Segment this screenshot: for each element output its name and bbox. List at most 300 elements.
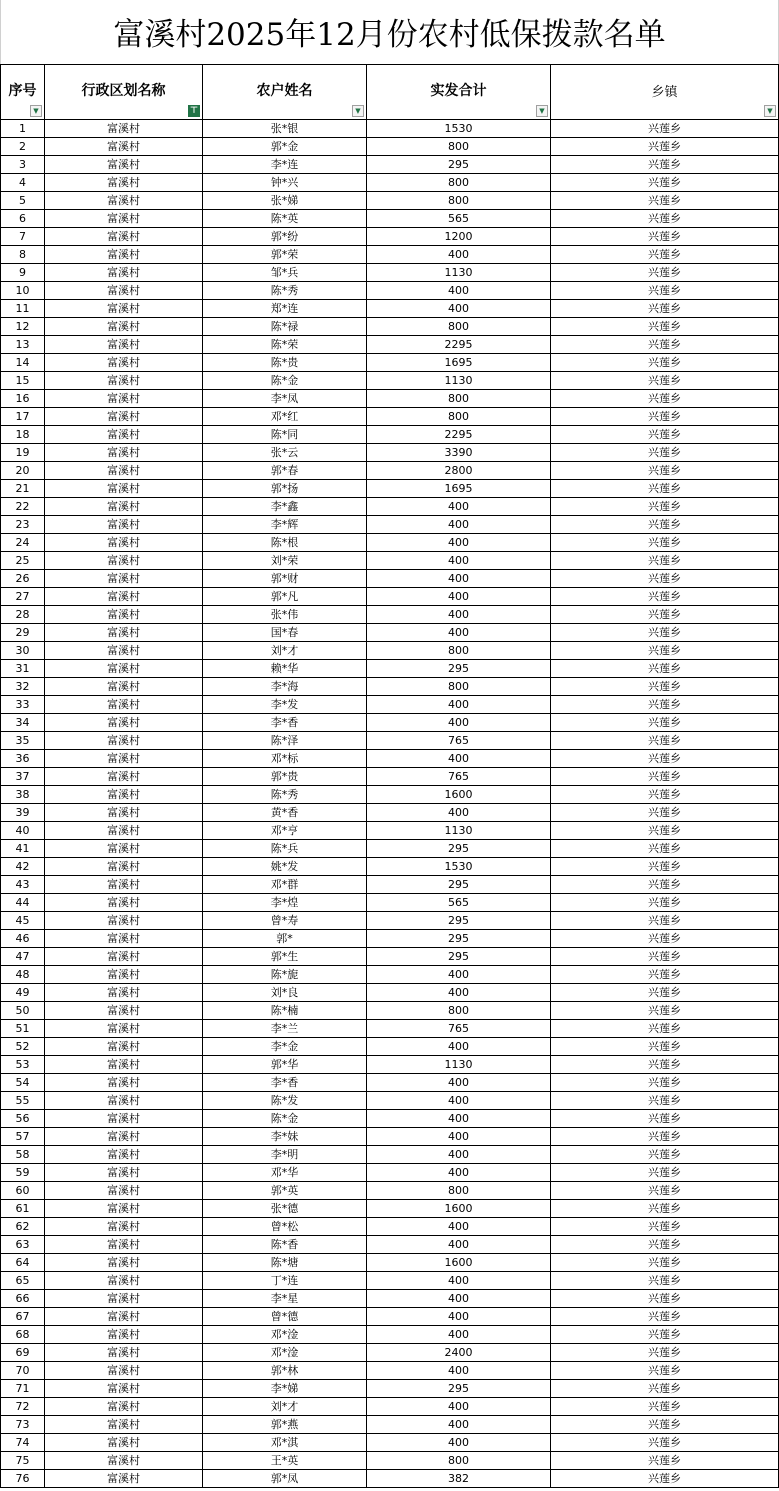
cell-no: 76: [1, 1470, 45, 1488]
cell-name: 李*兰: [203, 1020, 367, 1038]
table-row: [1, 354, 779, 372]
table-row: [1, 1218, 779, 1236]
cell-town: 兴莲乡: [551, 444, 779, 462]
cell-amount: 400: [367, 984, 551, 1002]
table-row: [1, 1038, 779, 1056]
header-row: [1, 65, 779, 120]
cell-amount: 800: [367, 642, 551, 660]
cell-no: 56: [1, 1110, 45, 1128]
cell-name: 曾*松: [203, 1218, 367, 1236]
cell-no: 16: [1, 390, 45, 408]
cell-division: 富溪村: [45, 426, 203, 444]
table-row: [1, 1200, 779, 1218]
cell-division: 富溪村: [45, 1164, 203, 1182]
cell-no: 3: [1, 156, 45, 174]
cell-name: 张*银: [203, 120, 367, 138]
cell-amount: 1530: [367, 858, 551, 876]
cell-division: 富溪村: [45, 1020, 203, 1038]
cell-no: 4: [1, 174, 45, 192]
cell-division: 富溪村: [45, 1362, 203, 1380]
cell-town: 兴莲乡: [551, 912, 779, 930]
cell-town: 兴莲乡: [551, 228, 779, 246]
cell-name: 刘*良: [203, 984, 367, 1002]
cell-name: 郭*生: [203, 948, 367, 966]
cell-name: 郭*燕: [203, 1416, 367, 1434]
cell-amount: 800: [367, 318, 551, 336]
table-row: [1, 1470, 779, 1488]
cell-name: 赖*华: [203, 660, 367, 678]
cell-amount: 400: [367, 552, 551, 570]
cell-division: 富溪村: [45, 714, 203, 732]
cell-amount: 1600: [367, 1200, 551, 1218]
cell-town: 兴莲乡: [551, 516, 779, 534]
cell-amount: 400: [367, 750, 551, 768]
cell-amount: 400: [367, 1164, 551, 1182]
cell-town: 兴莲乡: [551, 552, 779, 570]
cell-no: 21: [1, 480, 45, 498]
cell-amount: 400: [367, 1290, 551, 1308]
cell-town: 兴莲乡: [551, 1200, 779, 1218]
cell-no: 30: [1, 642, 45, 660]
cell-name: 丁*连: [203, 1272, 367, 1290]
cell-town: 兴莲乡: [551, 1380, 779, 1398]
cell-town: 兴莲乡: [551, 1290, 779, 1308]
cell-town: 兴莲乡: [551, 624, 779, 642]
cell-division: 富溪村: [45, 372, 203, 390]
table-row: [1, 1074, 779, 1092]
cell-amount: 295: [367, 156, 551, 174]
table-row: [1, 1272, 779, 1290]
cell-name: 陈*兵: [203, 840, 367, 858]
cell-town: 兴莲乡: [551, 894, 779, 912]
header-no: [1, 65, 45, 120]
filter-dropdown-icon[interactable]: ▼: [352, 105, 364, 117]
cell-town: 兴莲乡: [551, 408, 779, 426]
cell-amount: 295: [367, 1380, 551, 1398]
cell-name: 张*伟: [203, 606, 367, 624]
cell-name: 李*香: [203, 714, 367, 732]
table-row: [1, 1416, 779, 1434]
cell-no: 24: [1, 534, 45, 552]
header-division: [45, 65, 203, 120]
cell-town: 兴莲乡: [551, 1110, 779, 1128]
cell-town: 兴莲乡: [551, 462, 779, 480]
table-row: [1, 390, 779, 408]
cell-name: 郭*纷: [203, 228, 367, 246]
table-row: [1, 282, 779, 300]
cell-town: 兴莲乡: [551, 750, 779, 768]
cell-amount: 400: [367, 1110, 551, 1128]
cell-name: 郭*凤: [203, 1470, 367, 1488]
table-row: [1, 1308, 779, 1326]
cell-town: 兴莲乡: [551, 1020, 779, 1038]
cell-town: 兴莲乡: [551, 372, 779, 390]
cell-division: 富溪村: [45, 984, 203, 1002]
cell-town: 兴莲乡: [551, 1362, 779, 1380]
cell-name: 李*金: [203, 1038, 367, 1056]
cell-town: 兴莲乡: [551, 1182, 779, 1200]
cell-no: 53: [1, 1056, 45, 1074]
table-row: [1, 822, 779, 840]
cell-division: 富溪村: [45, 1254, 203, 1272]
cell-division: 富溪村: [45, 624, 203, 642]
cell-name: 陈*香: [203, 1236, 367, 1254]
cell-no: 23: [1, 516, 45, 534]
cell-division: 富溪村: [45, 876, 203, 894]
cell-name: 张*娣: [203, 192, 367, 210]
table-row: [1, 1020, 779, 1038]
cell-no: 54: [1, 1074, 45, 1092]
cell-division: 富溪村: [45, 246, 203, 264]
cell-town: 兴莲乡: [551, 498, 779, 516]
cell-no: 46: [1, 930, 45, 948]
cell-no: 1: [1, 120, 45, 138]
cell-town: 兴莲乡: [551, 732, 779, 750]
header-name-label: 农户姓名: [256, 83, 313, 99]
cell-division: 富溪村: [45, 1272, 203, 1290]
cell-division: 富溪村: [45, 660, 203, 678]
cell-town: 兴莲乡: [551, 1164, 779, 1182]
table-row: [1, 156, 779, 174]
cell-amount: 1130: [367, 822, 551, 840]
cell-town: 兴莲乡: [551, 1452, 779, 1470]
cell-name: 邓*亨: [203, 822, 367, 840]
cell-name: 李*明: [203, 1146, 367, 1164]
cell-town: 兴莲乡: [551, 1308, 779, 1326]
cell-name: 陈*贵: [203, 354, 367, 372]
cell-amount: 295: [367, 876, 551, 894]
cell-town: 兴莲乡: [551, 714, 779, 732]
cell-no: 11: [1, 300, 45, 318]
cell-division: 富溪村: [45, 480, 203, 498]
table-row: [1, 444, 779, 462]
filter-dropdown-icon[interactable]: ▼: [764, 105, 776, 117]
cell-name: 李*娣: [203, 1380, 367, 1398]
cell-division: 富溪村: [45, 552, 203, 570]
cell-division: 富溪村: [45, 174, 203, 192]
cell-town: 兴莲乡: [551, 246, 779, 264]
cell-name: 陈*楠: [203, 1002, 367, 1020]
cell-amount: 800: [367, 192, 551, 210]
cell-division: 富溪村: [45, 264, 203, 282]
cell-amount: 400: [367, 1236, 551, 1254]
table-row: [1, 786, 779, 804]
cell-division: 富溪村: [45, 1200, 203, 1218]
cell-division: 富溪村: [45, 228, 203, 246]
table-row: [1, 552, 779, 570]
cell-amount: 1130: [367, 264, 551, 282]
cell-amount: 400: [367, 714, 551, 732]
cell-no: 35: [1, 732, 45, 750]
cell-name: 王*英: [203, 1452, 367, 1470]
cell-division: 富溪村: [45, 768, 203, 786]
cell-division: 富溪村: [45, 1128, 203, 1146]
cell-division: 富溪村: [45, 570, 203, 588]
cell-town: 兴莲乡: [551, 660, 779, 678]
cell-division: 富溪村: [45, 1452, 203, 1470]
cell-amount: 1130: [367, 372, 551, 390]
cell-no: 63: [1, 1236, 45, 1254]
cell-name: 李*辉: [203, 516, 367, 534]
table-row: [1, 516, 779, 534]
cell-no: 45: [1, 912, 45, 930]
cell-no: 65: [1, 1272, 45, 1290]
cell-no: 7: [1, 228, 45, 246]
cell-name: 郭*财: [203, 570, 367, 588]
filter-active-icon[interactable]: ⊤: [189, 106, 199, 116]
cell-amount: 800: [367, 390, 551, 408]
cell-amount: 400: [367, 1308, 551, 1326]
cell-no: 43: [1, 876, 45, 894]
cell-division: 富溪村: [45, 498, 203, 516]
cell-no: 60: [1, 1182, 45, 1200]
table-row: [1, 840, 779, 858]
cell-amount: 800: [367, 1182, 551, 1200]
cell-amount: 400: [367, 1272, 551, 1290]
cell-amount: 1530: [367, 120, 551, 138]
cell-name: 刘*荣: [203, 552, 367, 570]
cell-town: 兴莲乡: [551, 480, 779, 498]
cell-no: 42: [1, 858, 45, 876]
cell-no: 6: [1, 210, 45, 228]
cell-no: 12: [1, 318, 45, 336]
cell-amount: 1695: [367, 354, 551, 372]
cell-name: 陈*塘: [203, 1254, 367, 1272]
header-amount: [367, 65, 551, 120]
table-row: [1, 1344, 779, 1362]
cell-amount: 400: [367, 696, 551, 714]
cell-no: 67: [1, 1308, 45, 1326]
cell-amount: 400: [367, 570, 551, 588]
cell-no: 25: [1, 552, 45, 570]
cell-amount: 400: [367, 498, 551, 516]
cell-name: 陈*泽: [203, 732, 367, 750]
cell-no: 74: [1, 1434, 45, 1452]
filter-dropdown-icon[interactable]: ▼: [536, 105, 548, 117]
cell-no: 47: [1, 948, 45, 966]
cell-division: 富溪村: [45, 1218, 203, 1236]
cell-no: 28: [1, 606, 45, 624]
cell-name: 陈*秀: [203, 282, 367, 300]
cell-no: 38: [1, 786, 45, 804]
cell-name: 曾*德: [203, 1308, 367, 1326]
cell-amount: 400: [367, 1128, 551, 1146]
cell-town: 兴莲乡: [551, 1218, 779, 1236]
cell-amount: 400: [367, 1074, 551, 1092]
cell-town: 兴莲乡: [551, 534, 779, 552]
cell-division: 富溪村: [45, 534, 203, 552]
cell-name: 邓*淇: [203, 1434, 367, 1452]
cell-amount: 400: [367, 300, 551, 318]
cell-division: 富溪村: [45, 354, 203, 372]
cell-town: 兴莲乡: [551, 1002, 779, 1020]
table-row: [1, 534, 779, 552]
cell-name: 郭*荣: [203, 246, 367, 264]
table-row: [1, 174, 779, 192]
cell-division: 富溪村: [45, 948, 203, 966]
cell-amount: 400: [367, 1434, 551, 1452]
cell-town: 兴莲乡: [551, 120, 779, 138]
cell-amount: 400: [367, 1416, 551, 1434]
cell-amount: 1200: [367, 228, 551, 246]
cell-name: 郭*凡: [203, 588, 367, 606]
table-row: [1, 858, 779, 876]
cell-division: 富溪村: [45, 408, 203, 426]
cell-town: 兴莲乡: [551, 354, 779, 372]
table-row: [1, 1290, 779, 1308]
cell-name: 郭*金: [203, 138, 367, 156]
cell-no: 26: [1, 570, 45, 588]
cell-town: 兴莲乡: [551, 1326, 779, 1344]
cell-town: 兴莲乡: [551, 588, 779, 606]
table-row: [1, 588, 779, 606]
cell-town: 兴莲乡: [551, 642, 779, 660]
cell-division: 富溪村: [45, 516, 203, 534]
cell-no: 14: [1, 354, 45, 372]
table-row: [1, 876, 779, 894]
cell-town: 兴莲乡: [551, 1416, 779, 1434]
cell-amount: 400: [367, 1326, 551, 1344]
cell-no: 57: [1, 1128, 45, 1146]
cell-division: 富溪村: [45, 462, 203, 480]
cell-no: 17: [1, 408, 45, 426]
cell-name: 郭*林: [203, 1362, 367, 1380]
cell-town: 兴莲乡: [551, 174, 779, 192]
cell-no: 39: [1, 804, 45, 822]
cell-name: 李*海: [203, 678, 367, 696]
cell-amount: 400: [367, 624, 551, 642]
table-row: [1, 462, 779, 480]
cell-name: 陈*金: [203, 1110, 367, 1128]
cell-name: 李*凤: [203, 390, 367, 408]
table-row: [1, 1056, 779, 1074]
cell-no: 10: [1, 282, 45, 300]
cell-name: 邓*标: [203, 750, 367, 768]
cell-division: 富溪村: [45, 390, 203, 408]
table-row: [1, 570, 779, 588]
cell-amount: 400: [367, 588, 551, 606]
table-row: [1, 966, 779, 984]
cell-name: 陈*同: [203, 426, 367, 444]
cell-division: 富溪村: [45, 858, 203, 876]
cell-name: 张*云: [203, 444, 367, 462]
cell-division: 富溪村: [45, 1056, 203, 1074]
cell-town: 兴莲乡: [551, 804, 779, 822]
cell-division: 富溪村: [45, 192, 203, 210]
cell-division: 富溪村: [45, 894, 203, 912]
table-row: [1, 1146, 779, 1164]
cell-amount: 295: [367, 930, 551, 948]
cell-town: 兴莲乡: [551, 1434, 779, 1452]
cell-division: 富溪村: [45, 1434, 203, 1452]
cell-name: 姚*发: [203, 858, 367, 876]
table-row: [1, 984, 779, 1002]
cell-no: 48: [1, 966, 45, 984]
cell-division: 富溪村: [45, 1146, 203, 1164]
filter-dropdown-icon[interactable]: ▼: [30, 105, 42, 117]
cell-name: 陈*秀: [203, 786, 367, 804]
cell-name: 张*德: [203, 1200, 367, 1218]
cell-name: 曾*寿: [203, 912, 367, 930]
cell-division: 富溪村: [45, 1092, 203, 1110]
cell-town: 兴莲乡: [551, 840, 779, 858]
cell-town: 兴莲乡: [551, 1254, 779, 1272]
cell-amount: 295: [367, 840, 551, 858]
cell-amount: 400: [367, 246, 551, 264]
cell-no: 13: [1, 336, 45, 354]
cell-amount: 800: [367, 138, 551, 156]
cell-name: 郭*: [203, 930, 367, 948]
cell-amount: 2295: [367, 336, 551, 354]
cell-amount: 3390: [367, 444, 551, 462]
cell-no: 75: [1, 1452, 45, 1470]
cell-division: 富溪村: [45, 912, 203, 930]
cell-town: 兴莲乡: [551, 930, 779, 948]
cell-no: 64: [1, 1254, 45, 1272]
cell-town: 兴莲乡: [551, 1344, 779, 1362]
cell-name: 李*妹: [203, 1128, 367, 1146]
cell-no: 2: [1, 138, 45, 156]
cell-no: 50: [1, 1002, 45, 1020]
cell-no: 20: [1, 462, 45, 480]
table-row: [1, 624, 779, 642]
cell-no: 72: [1, 1398, 45, 1416]
table-row: [1, 336, 779, 354]
table-row: [1, 660, 779, 678]
cell-amount: 765: [367, 768, 551, 786]
cell-no: 52: [1, 1038, 45, 1056]
cell-division: 富溪村: [45, 1380, 203, 1398]
table-row: [1, 1002, 779, 1020]
cell-name: 黄*香: [203, 804, 367, 822]
table-row: [1, 1434, 779, 1452]
cell-no: 59: [1, 1164, 45, 1182]
cell-town: 兴莲乡: [551, 1146, 779, 1164]
header-town-label: 乡镇: [651, 84, 678, 100]
table-body: [1, 120, 779, 1488]
table-row: [1, 804, 779, 822]
cell-name: 李*连: [203, 156, 367, 174]
table-row: [1, 930, 779, 948]
header-division-label: 行政区划名称: [81, 83, 166, 99]
cell-no: 5: [1, 192, 45, 210]
table-row: [1, 1164, 779, 1182]
cell-town: 兴莲乡: [551, 570, 779, 588]
cell-town: 兴莲乡: [551, 264, 779, 282]
table-row: [1, 264, 779, 282]
cell-no: 44: [1, 894, 45, 912]
table-row: [1, 768, 779, 786]
table-row: [1, 1236, 779, 1254]
cell-no: 49: [1, 984, 45, 1002]
cell-name: 郭*扬: [203, 480, 367, 498]
table-row: [1, 606, 779, 624]
cell-amount: 800: [367, 1002, 551, 1020]
cell-amount: 295: [367, 948, 551, 966]
cell-no: 73: [1, 1416, 45, 1434]
cell-division: 富溪村: [45, 1074, 203, 1092]
sheet-title: 富溪村2025年12月份农村低保拨款名单: [0, 0, 779, 64]
cell-amount: 1600: [367, 786, 551, 804]
table-row: [1, 1110, 779, 1128]
table-row: [1, 498, 779, 516]
cell-name: 李*发: [203, 696, 367, 714]
cell-amount: 400: [367, 804, 551, 822]
cell-name: 刘*才: [203, 642, 367, 660]
cell-amount: 382: [367, 1470, 551, 1488]
cell-division: 富溪村: [45, 1344, 203, 1362]
cell-name: 陈*金: [203, 372, 367, 390]
